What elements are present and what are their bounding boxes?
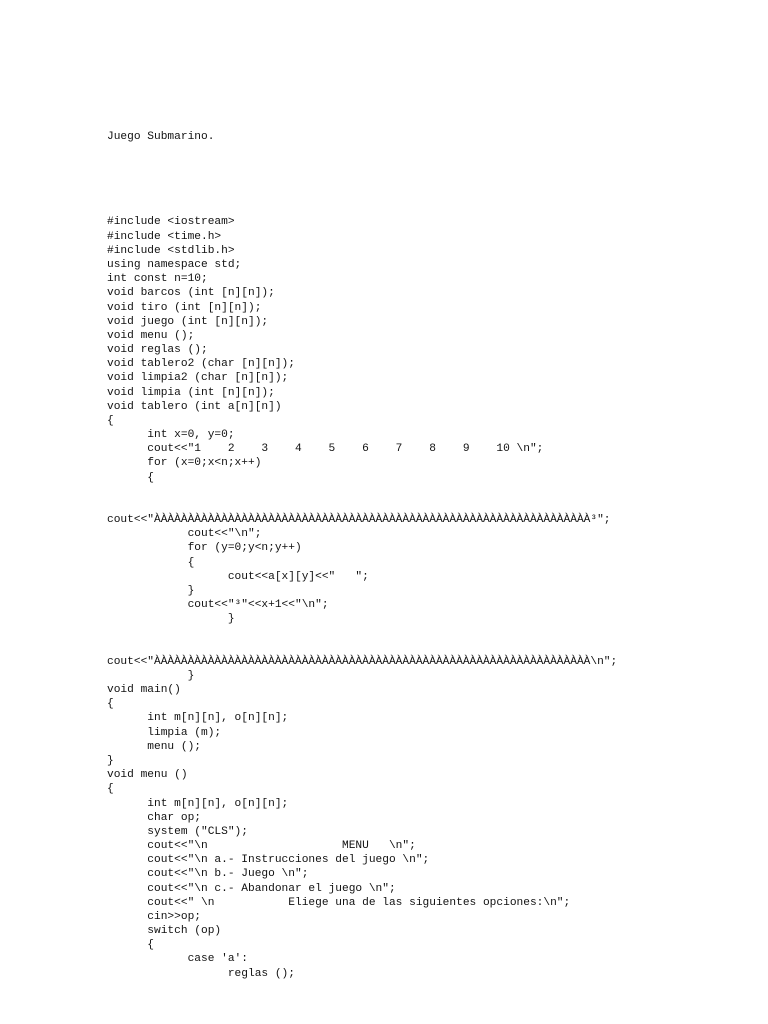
code-line: cout<<"\n b.- Juego \n"; — [107, 868, 309, 881]
code-listing — [107, 102, 757, 1009]
code-line: void tablero2 (char [n][n]); — [107, 358, 295, 371]
code-line: void limpia (int [n][n]); — [107, 386, 275, 399]
code-line — [107, 626, 757, 640]
code-line: } — [107, 669, 195, 682]
code-line: void reglas (); — [107, 344, 208, 357]
code-line: reglas (); — [107, 967, 295, 980]
code-line: menu (); — [107, 740, 201, 753]
code-line: cout<<" \n Eliege una de las siguientes opciones:\n"; — [107, 896, 571, 909]
code-line: { — [107, 783, 114, 796]
code-line — [107, 499, 757, 513]
code-line: cout<<a[x][y]<<" "; — [107, 570, 369, 583]
code-line: { — [107, 698, 114, 711]
code-line: int m[n][n], o[n][n]; — [107, 797, 289, 810]
code-line: cout<<"\n"; — [107, 528, 262, 541]
code-line: void juego (int [n][n]); — [107, 315, 269, 328]
code-line: void barcos (int [n][n]); — [107, 287, 275, 300]
code-line: void menu (); — [107, 329, 195, 342]
code-line: { — [107, 556, 195, 569]
code-line — [107, 641, 757, 655]
code-line: } — [107, 755, 114, 767]
code-line: } — [107, 613, 235, 626]
blank-line — [107, 173, 757, 187]
code-line: { — [107, 414, 114, 427]
code-line: { — [107, 471, 154, 484]
code-lines — [107, 215, 757, 980]
code-line: void main() — [107, 684, 181, 697]
code-line: for (x=0;x<n;x++) — [107, 457, 262, 470]
code-line: cout<<"³"<<x+1<<"\n"; — [107, 599, 329, 612]
code-line: void tiro (int [n][n]); — [107, 301, 262, 314]
code-line: void limpia2 (char [n][n]); — [107, 372, 289, 385]
code-line: cin>>op; — [107, 910, 201, 923]
document-title: Juego Submarino. — [107, 131, 215, 144]
code-line: cout<<"\n c.- Abandonar el juego \n"; — [107, 882, 396, 895]
code-line: limpia (m); — [107, 726, 222, 739]
code-line: } — [107, 584, 195, 597]
code-line: case 'a': — [107, 953, 248, 966]
code-line: cout<<"1 2 3 4 5 6 7 8 9 10 \n"; — [107, 443, 544, 456]
code-line: int m[n][n], o[n][n]; — [107, 712, 289, 725]
code-line: system ("CLS"); — [107, 825, 248, 838]
code-line: for (y=0;y<n;y++) — [107, 542, 302, 555]
code-line: void tablero (int a[n][n]) — [107, 400, 282, 413]
code-line: { — [107, 939, 154, 952]
code-line: cout<<"\n a.- Instrucciones del juego \n"; — [107, 854, 430, 867]
code-line: cout<<"ÀÀÀÀÀÀÀÀÀÀÀÀÀÀÀÀÀÀÀÀÀÀÀÀÀÀÀÀÀÀÀÀÀÀÀÀÀÀÀÀÀÀÀÀÀÀÀÀÀÀÀÀÀÀÀÀÀÀÀÀÀÀÀÀÀ\n"; — [107, 655, 618, 668]
code-line: using namespace std; — [107, 258, 242, 271]
code-line: #include <stdlib.h> — [107, 244, 235, 257]
code-line: int const n=10; — [107, 273, 208, 286]
code-line: int x=0, y=0; — [107, 429, 235, 442]
code-line: #include <iostream> — [107, 216, 235, 229]
code-line: switch (op) — [107, 925, 222, 938]
code-line: cout<<"ÀÀÀÀÀÀÀÀÀÀÀÀÀÀÀÀÀÀÀÀÀÀÀÀÀÀÀÀÀÀÀÀÀÀÀÀÀÀÀÀÀÀÀÀÀÀÀÀÀÀÀÀÀÀÀÀÀÀÀÀÀÀÀÀÀ³"; — [107, 514, 611, 527]
code-line: char op; — [107, 811, 201, 824]
code-line: cout<<"\n MENU \n"; — [107, 840, 416, 853]
code-line: void menu () — [107, 769, 188, 782]
code-line: #include <time.h> — [107, 230, 222, 243]
code-line — [107, 485, 757, 499]
